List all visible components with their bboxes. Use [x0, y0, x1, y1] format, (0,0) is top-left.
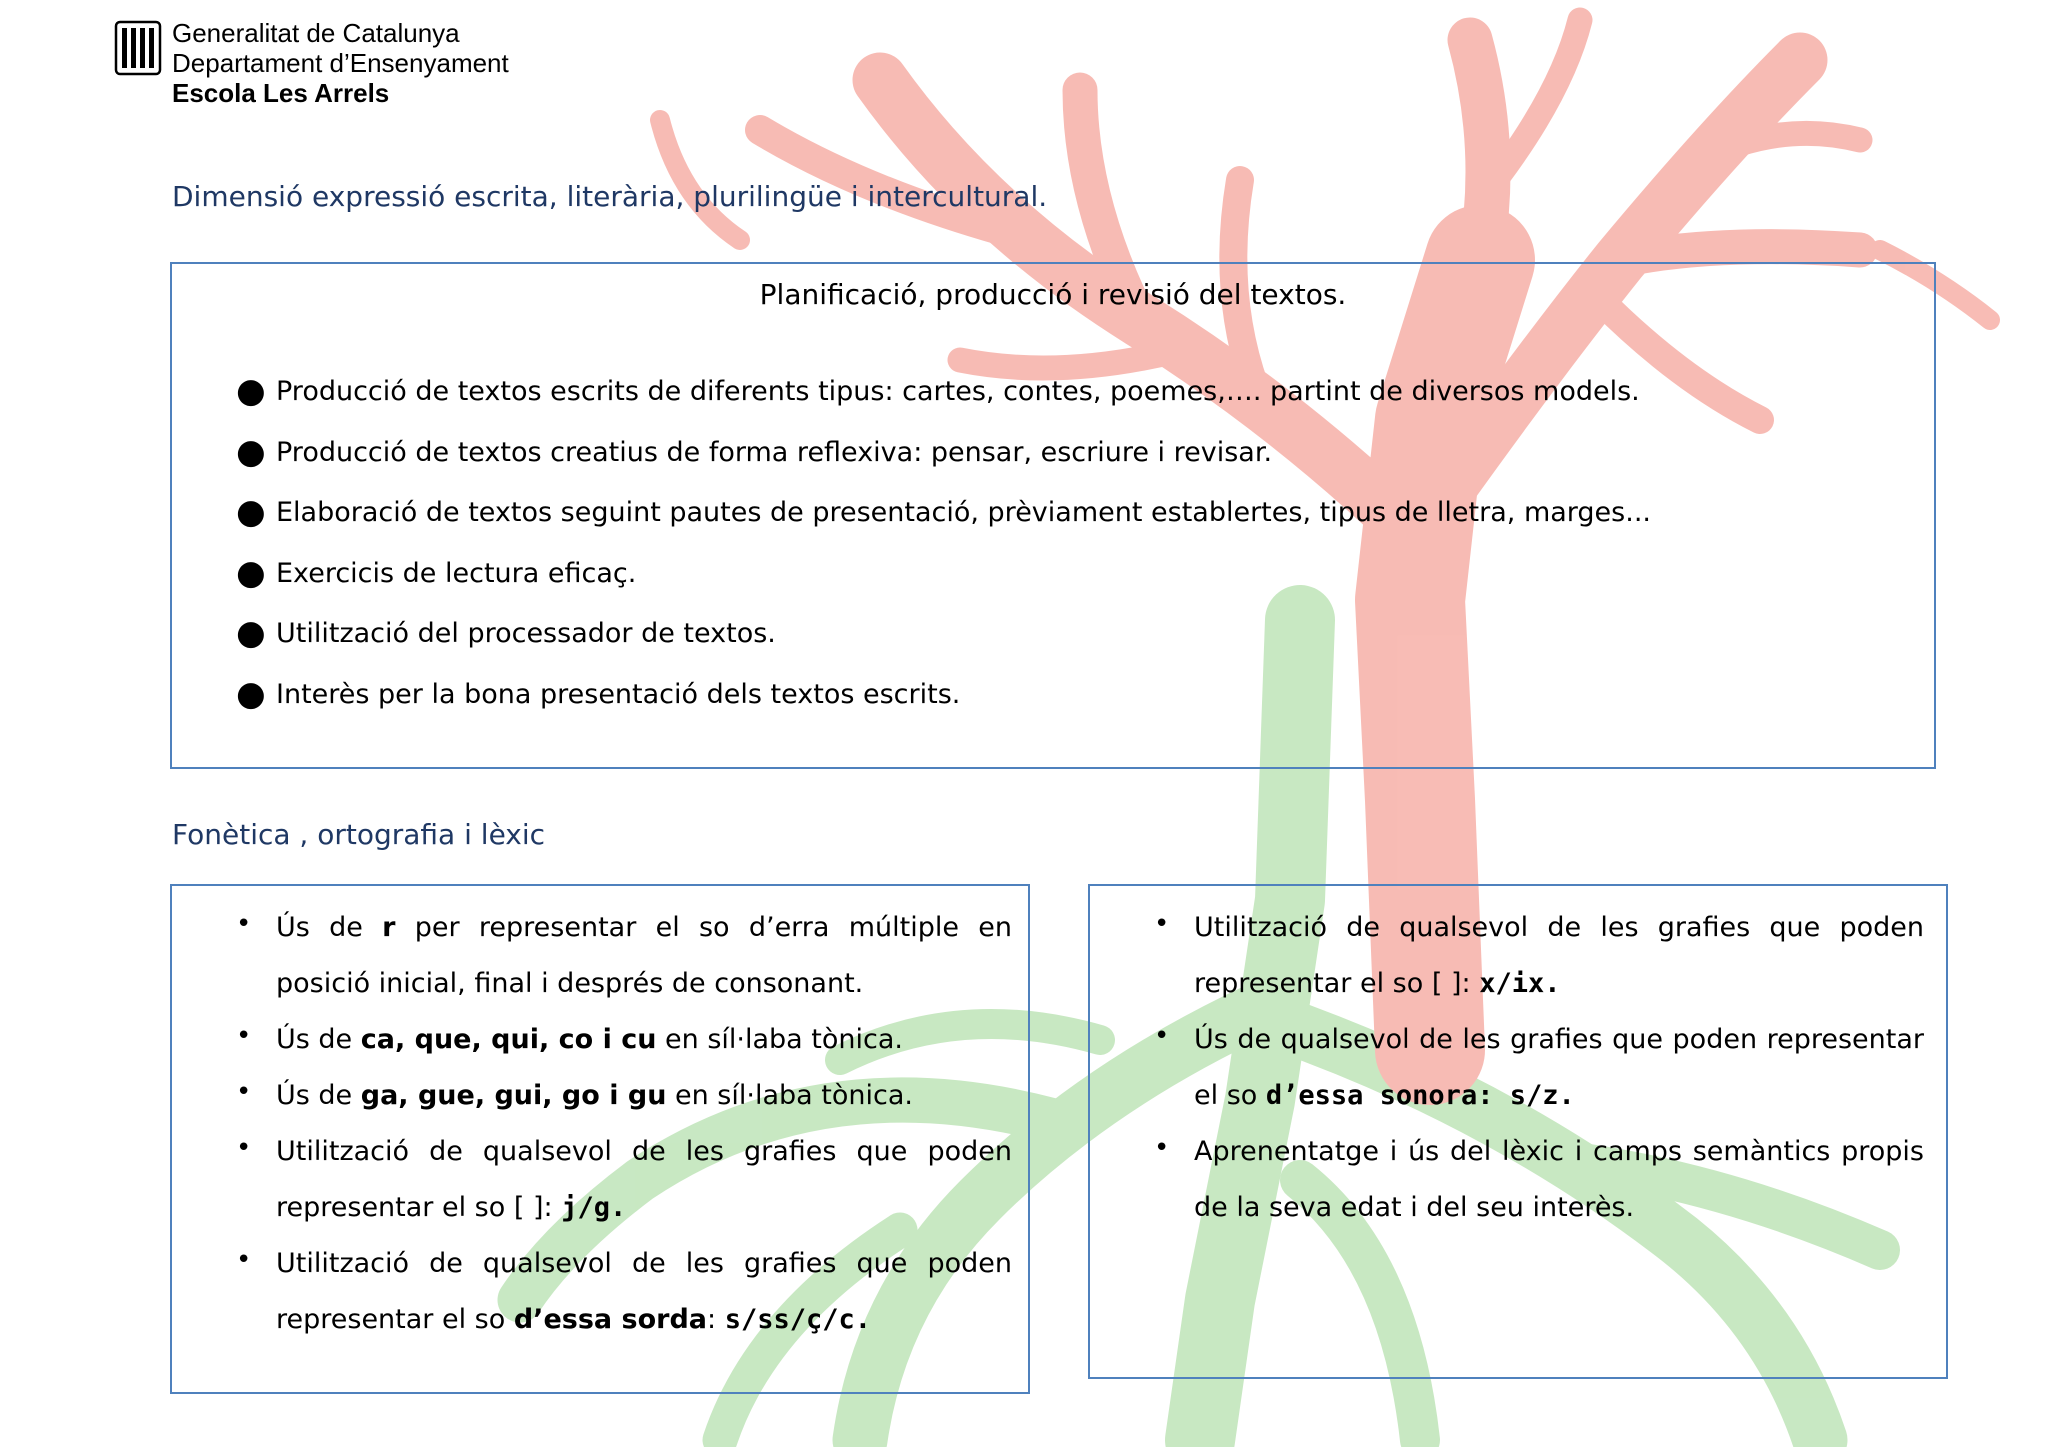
- list-item: ● Utilització del processador de textos.: [236, 613, 776, 653]
- list-item: • Utilització de qualsevol de les grafies que poden representar el so [ ]: x/ix.: [1154, 909, 1924, 999]
- bullet-icon: ●: [236, 431, 266, 472]
- org-line-2: Departament d’Ensenyament: [172, 48, 509, 78]
- bullet-icon: •: [236, 1245, 252, 1275]
- list-item: • Ús de r per representar el so d’erra múltiple en posició inicial, final i després de consonant.: [236, 909, 1013, 999]
- list-item: • Ús de qualsevol de les grafies que poden representar el so d’essa sonora: s/z.: [1154, 1021, 1924, 1111]
- list-item: • Utilització de qualsevol de les grafies que poden representar el so [ ]: j/g.: [236, 1133, 1012, 1223]
- list-item: ● Producció de textos creatius de forma reflexiva: pensar, escriure i revisar.: [236, 431, 1273, 472]
- list-item: ● Producció de textos escrits de diferents tipus: cartes, contes, poemes,…. partint de diversos models.: [236, 371, 1640, 411]
- bullet-icon: •: [236, 909, 252, 939]
- list-item: • Utilització de qualsevol de les grafies que poden representar el so d’essa sorda: s/ss/ç/c.: [236, 1245, 1012, 1335]
- org-line-1: Generalitat de Catalunya: [172, 18, 460, 48]
- list-item: • Ús de ga, gue, gui, go i gu en síl·laba tònica.: [236, 1077, 913, 1111]
- bullet-icon: •: [1154, 909, 1170, 939]
- bullet-icon: •: [236, 1077, 252, 1107]
- list-item: ● Elaboració de textos seguint pautes de presentació, prèviament establertes, tipus de lletra, marges...: [236, 492, 1651, 532]
- section-title-phonetics: Fonètica , ortografia i lèxic: [172, 818, 546, 851]
- catalan-government-logo-icon: [114, 20, 162, 76]
- box-title: Planificació, producció i revisió del textos.: [759, 278, 1347, 311]
- phonetics-right-box: [1088, 884, 1948, 1379]
- phonetics-left-list: [236, 900, 1013, 1348]
- list-item: ● Exercicis de lectura eficaç.: [236, 552, 637, 593]
- bullet-icon: •: [1154, 1021, 1170, 1051]
- planning-box: [170, 262, 1936, 769]
- section-title-written-expression: Dimensió expressió escrita, literària, plurilingüe i intercultural.: [172, 180, 1048, 213]
- list-item: • Ús de ca, que, qui, co i cu en síl·laba tònica.: [236, 1021, 903, 1055]
- list-item: ● Interès per la bona presentació dels textos escrits.: [236, 673, 961, 714]
- phonetics-right-list: [1154, 900, 1924, 1236]
- list-item: • Aprenentatge i ús del lèxic i camps semàntics propis de la seva edat i del seu interès.: [1154, 1133, 1924, 1223]
- planning-list: [236, 362, 1876, 725]
- bullet-icon: ●: [236, 673, 266, 714]
- school-name: Escola Les Arrels: [172, 78, 390, 108]
- phonetics-left-box: [170, 884, 1030, 1394]
- bullet-icon: •: [1154, 1133, 1170, 1163]
- bullet-icon: ●: [236, 492, 266, 532]
- bullet-icon: ●: [236, 613, 266, 653]
- bullet-icon: ●: [236, 552, 266, 593]
- bullet-icon: •: [236, 1133, 252, 1163]
- bullet-icon: •: [236, 1021, 252, 1051]
- bullet-icon: ●: [236, 371, 266, 411]
